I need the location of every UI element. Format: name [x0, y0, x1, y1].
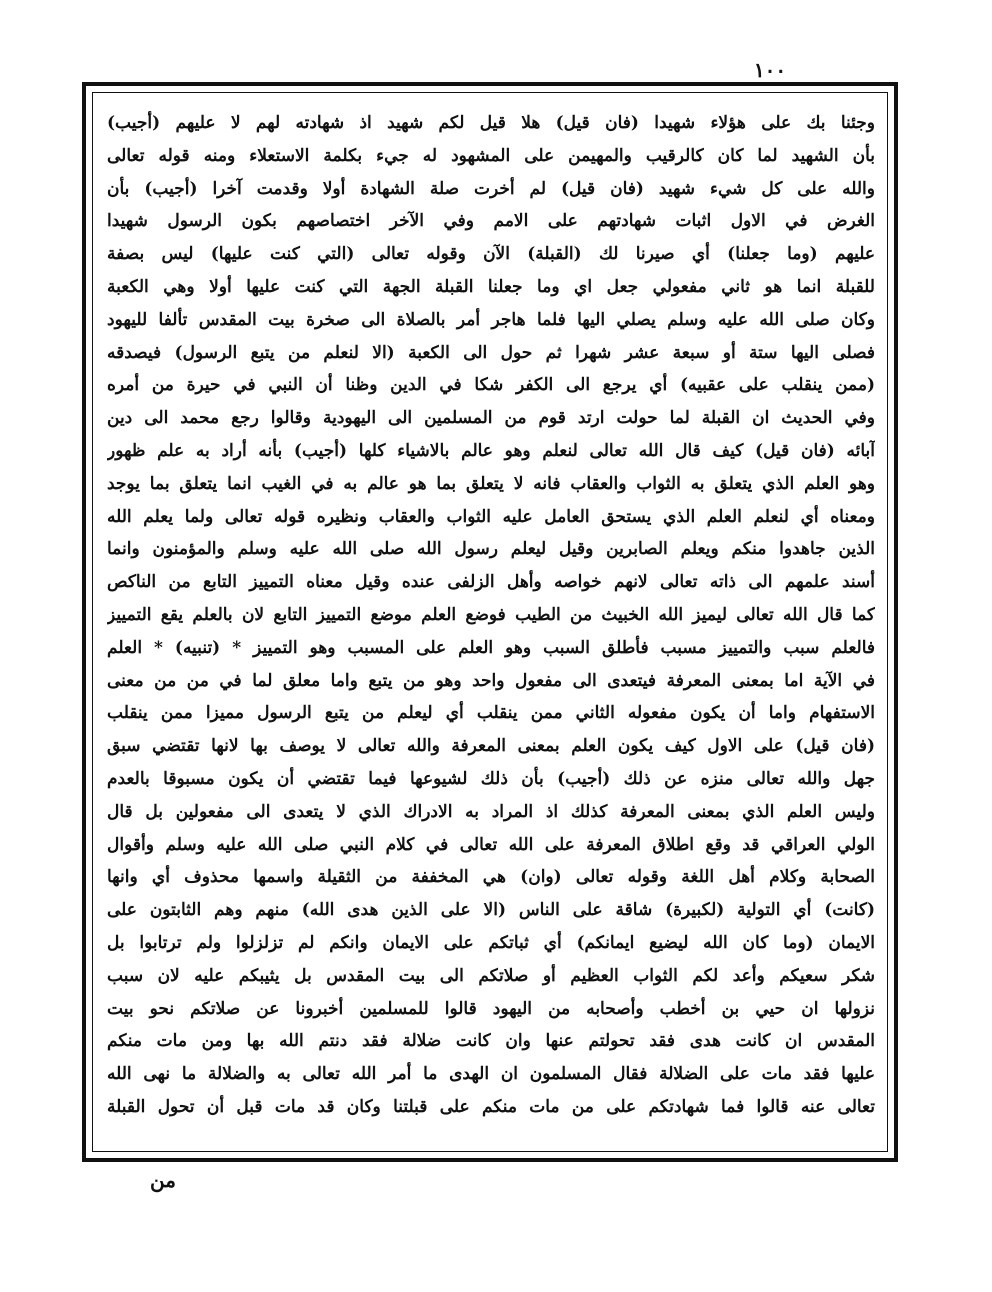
text-line: نزولها ان حيي بن أخطب وأصحابه من اليهود قالوا للمسلمين أخبرونا عن صلاتكم نحو بيت — [107, 998, 875, 1019]
text-line: الايمان (وما كان الله ليضيع ايمانكم) أي ثباتكم على الايمان وانكم لم تزلزلوا ولم ترتابوا بل — [107, 932, 875, 953]
text-line: وليس العلم الذي بمعنى المعرفة كذلك اذ المراد به الادراك الذي لا يتعدى الى مفعولين بل قال — [107, 801, 875, 822]
text-line: المقدس ان كانت هدى فقد تحولتم عنها وان كانت ضلالة فقد دنتم الله بها ومن مات منكم — [107, 1031, 875, 1052]
text-line: فالعلم سبب والتمييز مسبب فأطلق السبب وهو العلم على المسبب وهو التمييز * (تنبيه) * العلم — [107, 637, 875, 658]
text-line: الولي العراقي قد وقع اطلاق المعرفة على الله تعالى في كلام النبي صلى الله عليه وسلم وأقوال — [107, 834, 875, 855]
text-line: كما قال الله تعالى ليميز الله الخبيث من الطيب فوضع العلم موضع التمييز التابع لان بالعلم يقع التمييز — [107, 604, 875, 625]
catchword: من — [150, 1168, 176, 1192]
text-line: فصلى اليها ستة أو سبعة عشر شهرا ثم حول الى الكعبة (الا لنعلم من يتبع الرسول) فيصدقه — [107, 342, 875, 363]
text-line: وكان صلى الله عليه وسلم يصلي اليها فلما هاجر أمر بالصلاة الى صخرة بيت المقدس تألفا لليهود — [107, 309, 875, 330]
text-line: جهل والله تعالى منزه عن ذلك (أجيب) بأن ذلك لشيوعها فيما تقتضي أن يكون مسبوقا بالعدم — [107, 768, 875, 789]
text-line: وفي الحديث ان القبلة لما حولت ارتد قوم من المسلمين الى اليهودية وقالوا رجع محمد الى دين — [107, 408, 875, 429]
text-line: ومعناه أي لنعلم العلم الذي يستحق العامل عليه الثواب والعقاب ونظيره قوله تعالى ولما يعلم الله — [107, 506, 875, 527]
text-line: وهو العلم الذي يتعلق به الثواب والعقاب فانه لا يتعلق بما هو عالم به في الغيب انما يتعلق بما يوجد — [107, 473, 875, 494]
text-line: الغرض في الاول اثبات شهادتهم على الامم وفي الآخر اختصاصهم بكون الرسول شهيدا — [107, 211, 875, 232]
text-line: شكر سعيكم وأعد لكم الثواب العظيم أو صلاتكم الى بيت المقدس بل يثيبكم عليه لان سبب — [107, 965, 875, 986]
text-line: والله على كل شيء شهيد (فان قيل) لم أخرت صلة الشهادة أولا وقدمت آخرا (أجيب) بأن — [107, 178, 875, 199]
text-line: للقبلة انما هو ثاني مفعولي جعل اي وما جعلنا القبلة الجهة التي كنت عليها أولا وهي الكعبة — [107, 276, 875, 297]
text-line: أسند علمهم الى ذاته تعالى لانهم خواصه وأهل الزلفى عنده وقيل معناه التمييز التابع من الناكص — [107, 572, 875, 593]
text-line: تعالى عنه قالوا فما شهادتكم على من مات منكم على قبلتنا وكان قد مات قبل أن تحول القبلة — [107, 1096, 875, 1117]
text-line: وجئنا بك على هؤلاء شهيدا (فان قيل) هلا قيل لكم شهيد اذ شهادته لهم لا عليهم (أجيب) — [107, 113, 875, 133]
page-number: ١٠٠ — [753, 58, 787, 82]
text-line: عليهم (وما جعلنا) أي صيرنا لك (القبلة) الآن وقوله تعالى (التي كنت عليها) ليس بصفة — [107, 244, 875, 265]
text-line: الصحابة وكلام أهل اللغة وقوله تعالى (وان) هي المخففة من الثقيلة واسمها محذوف أي وانها — [107, 867, 875, 888]
text-line: (ممن ينقلب على عقبيه) أي يرجع الى الكفر شكا في الدين وظنا أن النبي في حيرة من أمره — [107, 375, 875, 396]
text-line: بأن الشهيد لما كان كالرقيب والمهيمن على المشهود له جيء بكلمة الاستعلاء ومنه قوله تعالى — [107, 145, 875, 166]
text-line: في الآية اما بمعنى المعرفة فيتعدى الى مفعول واحد وهو من يتبع واما معلق لما في من من معنى — [107, 670, 875, 691]
text-line: الذين جاهدوا منكم ويعلم الصابرين وقيل ليعلم رسول الله صلى الله عليه وسلم والمؤمنون وانما — [107, 539, 875, 560]
text-body — [107, 107, 875, 1124]
text-line: آبائه (فان قيل) كيف قال الله تعالى لنعلم وهو عالم بالاشياء كلها (أجيب) بأنه أراد به علم ظهور — [107, 440, 875, 461]
text-line: (كانت) أي التولية (لكبيرة) شاقة على الناس (الا على الذين هدى الله) منهم وهم الثابتون على — [107, 900, 875, 921]
text-line: (فان قيل) على الاول كيف يكون العلم بمعنى المعرفة والله تعالى لا يوصف بها لانها تقتضي سبق — [107, 736, 875, 757]
text-line: عليها فقد مات على الضلالة فقال المسلمون ان الهدى ما أمر الله تعالى به والضلالة ما نهى الله — [107, 1064, 875, 1085]
frame-inner-border — [92, 92, 888, 1152]
text-line: الاستفهام واما أن يكون مفعوله الثاني ممن ينقلب أي ليعلم من يتبع الرسول مميزا ممن ينقلب — [107, 703, 875, 724]
